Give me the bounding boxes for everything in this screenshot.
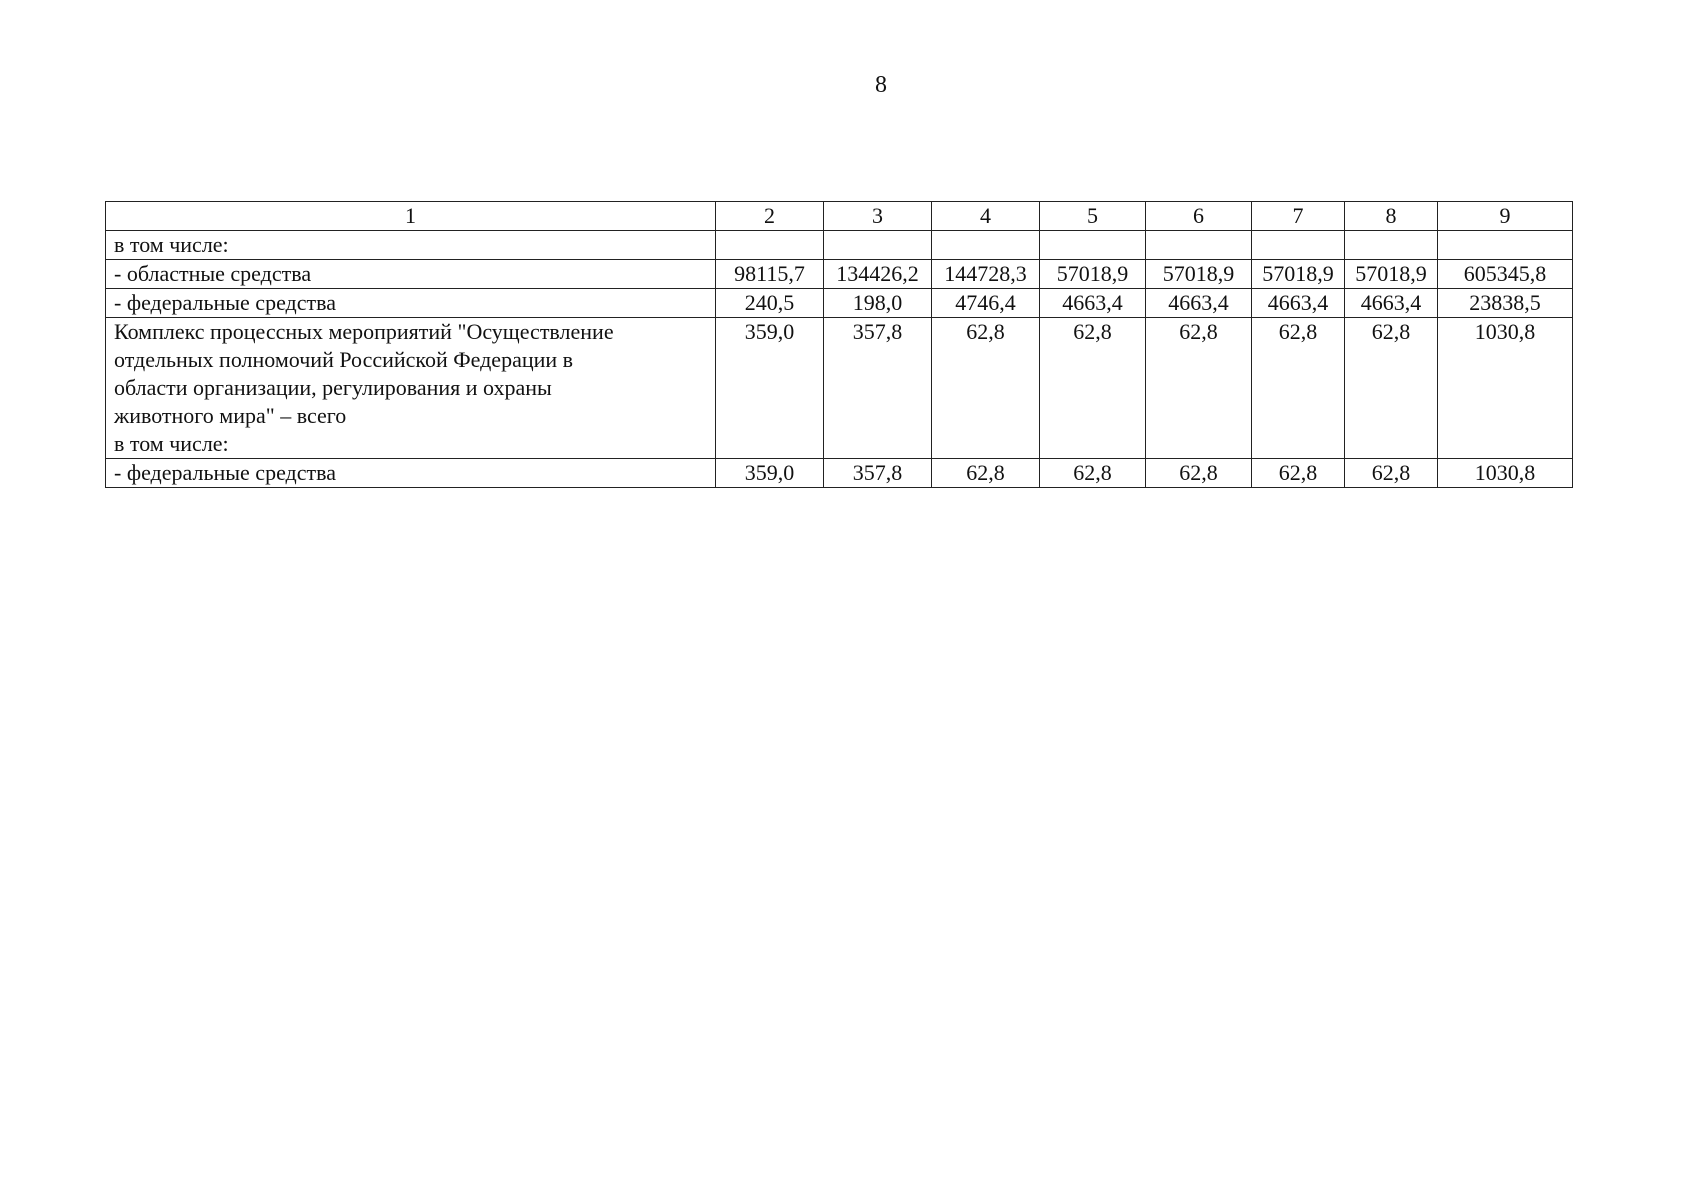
- table-row: [106, 459, 1573, 488]
- table-cell: 144728,3: [932, 260, 1040, 289]
- table-cell: [1040, 231, 1146, 260]
- table-cell: 605345,8: [1438, 260, 1573, 289]
- table-cell: 98115,7: [716, 260, 824, 289]
- table-row: [106, 289, 1573, 318]
- table-cell: [932, 231, 1040, 260]
- table-cell: [716, 231, 824, 260]
- table-cell: 62,8: [1146, 459, 1252, 488]
- table-cell: 359,0: [716, 318, 824, 459]
- column-header: 4: [932, 202, 1040, 231]
- row-label: [106, 318, 716, 459]
- table-cell: 62,8: [1040, 459, 1146, 488]
- table-cell: 23838,5: [1438, 289, 1573, 318]
- column-header: 8: [1345, 202, 1438, 231]
- table-cell: 62,8: [932, 318, 1040, 459]
- table-cell: 62,8: [1345, 459, 1438, 488]
- table-cell: 357,8: [824, 459, 932, 488]
- table-cell: 62,8: [932, 459, 1040, 488]
- row-label: в том числе:: [106, 231, 716, 260]
- table-cell: 4663,4: [1252, 289, 1345, 318]
- table-cell: [1252, 231, 1345, 260]
- column-header: 1: [106, 202, 716, 231]
- row-label-line: Комплекс процессных мероприятий "Осуществление: [114, 319, 614, 344]
- table-cell: 57018,9: [1252, 260, 1345, 289]
- table-cell: 134426,2: [824, 260, 932, 289]
- table-cell: 62,8: [1040, 318, 1146, 459]
- table-cell: 1030,8: [1438, 318, 1573, 459]
- row-label-line: животного мира" – всего: [114, 403, 347, 428]
- table-header-row: [106, 202, 1573, 231]
- table-cell: [1146, 231, 1252, 260]
- table-cell: 62,8: [1252, 318, 1345, 459]
- column-header: 9: [1438, 202, 1573, 231]
- table-cell: 359,0: [716, 459, 824, 488]
- table-cell: 4746,4: [932, 289, 1040, 318]
- table-cell: 62,8: [1252, 459, 1345, 488]
- table-cell: 57018,9: [1146, 260, 1252, 289]
- table-row: [106, 231, 1573, 260]
- table-cell: 4663,4: [1146, 289, 1252, 318]
- table-cell: 4663,4: [1040, 289, 1146, 318]
- table-cell: 240,5: [716, 289, 824, 318]
- table-cell: [824, 231, 932, 260]
- row-label: - федеральные средства: [106, 289, 716, 318]
- table-cell: 57018,9: [1345, 260, 1438, 289]
- table-cell: 1030,8: [1438, 459, 1573, 488]
- column-header: 7: [1252, 202, 1345, 231]
- table-cell: 198,0: [824, 289, 932, 318]
- table-row: [106, 260, 1573, 289]
- column-header: 5: [1040, 202, 1146, 231]
- row-label-line: отдельных полномочий Российской Федерации в: [114, 347, 574, 372]
- budget-table: [105, 201, 1573, 488]
- row-label: - областные средства: [106, 260, 716, 289]
- column-header: 2: [716, 202, 824, 231]
- table-cell: 357,8: [824, 318, 932, 459]
- table-cell: 4663,4: [1345, 289, 1438, 318]
- table-cell: [1345, 231, 1438, 260]
- table-cell: 62,8: [1345, 318, 1438, 459]
- page-number: 8: [875, 72, 887, 98]
- table-cell: 62,8: [1146, 318, 1252, 459]
- table-cell: [1438, 231, 1573, 260]
- column-header: 6: [1146, 202, 1252, 231]
- table-row: [106, 318, 1573, 459]
- row-label: - федеральные средства: [106, 459, 716, 488]
- row-label-line: в том числе:: [114, 431, 229, 456]
- column-header: 3: [824, 202, 932, 231]
- table-cell: 57018,9: [1040, 260, 1146, 289]
- row-label-line: области организации, регулирования и охраны: [114, 375, 552, 400]
